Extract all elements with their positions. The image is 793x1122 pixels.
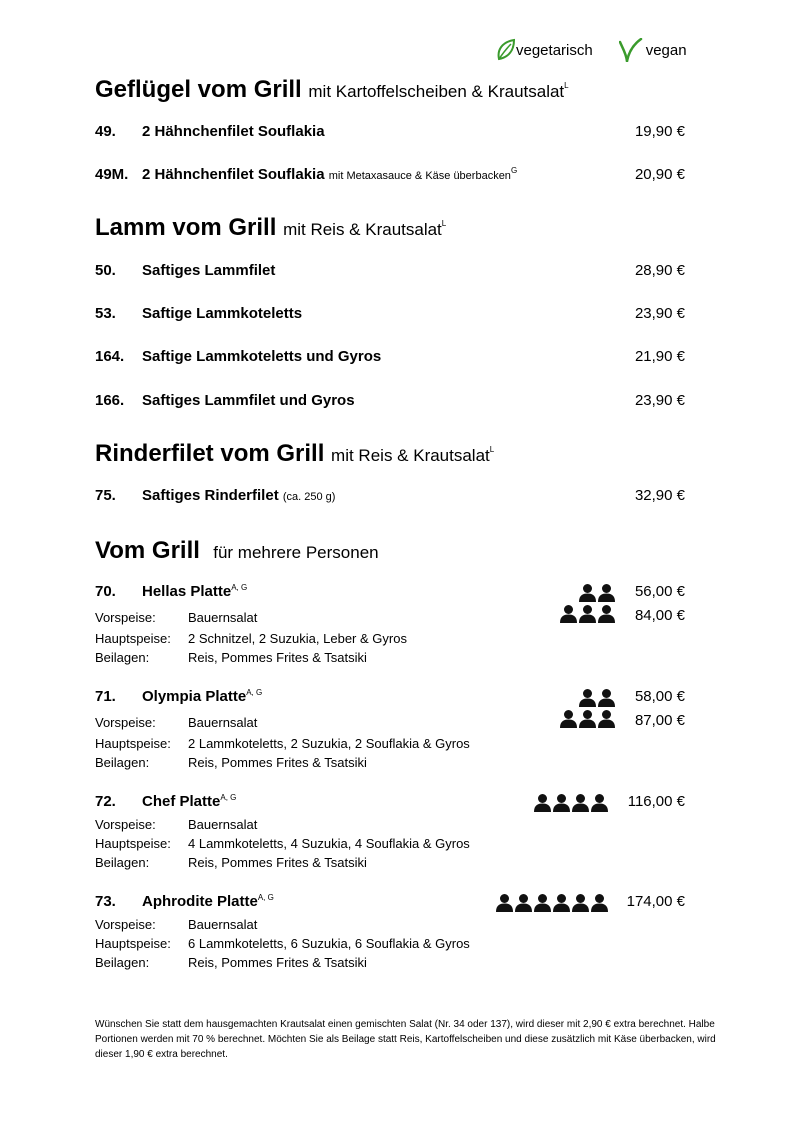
platter-72: 72. Chef Platte$^{A, G}$ 116,00 € <box>95 793 690 815</box>
person-icon <box>572 893 589 917</box>
person-icon <box>598 604 615 627</box>
person-icon <box>553 793 570 817</box>
menu-item-75: 75. Saftiges Rinderfilet (ca. 250 g) 32,90 € <box>95 487 685 504</box>
menu-item-49m: 49M. 2 Hähnchenfilet Souflakia mit Metaxasauce & Käse überbacken$^G$ 20,90 € <box>95 166 685 183</box>
person-icon <box>591 793 608 817</box>
menu-item-49: 49. 2 Hähnchenfilet Souflakia 19,90 € <box>95 123 685 140</box>
vegan-label: vegan <box>645 41 687 59</box>
person-icon <box>496 893 513 917</box>
person-icon <box>560 604 577 627</box>
person-icon <box>572 793 589 817</box>
platter-72-starter: Vorspeise: Bauernsalat <box>95 817 258 832</box>
platter-70-sides: Beilagen: Reis, Pommes Frites & Tsatsiki <box>95 650 367 665</box>
platter-72-sides: Beilagen: Reis, Pommes Frites & Tsatsiki <box>95 855 367 870</box>
section-title-lamb: Lamm vom Grill mit Reis & Krautsalat$^L$ <box>95 214 447 241</box>
menu-item-53: 53. Saftige Lammkoteletts 23,90 € <box>95 305 685 322</box>
persons-icon-group <box>560 709 615 732</box>
vegetarian-label: vegetarisch <box>516 41 593 59</box>
platter-73-sides: Beilagen: Reis, Pommes Frites & Tsatsiki <box>95 955 367 970</box>
person-icon <box>534 793 551 817</box>
person-icon <box>553 893 570 917</box>
person-icon <box>515 893 532 917</box>
person-icon <box>534 893 551 917</box>
platter-71: 71. Olympia Platte$^{A, G}$ 58,00 € <box>95 688 690 710</box>
platter-70-starter: Vorspeise: Bauernsalat 84,00 € <box>95 607 690 629</box>
person-icon <box>598 709 615 732</box>
persons-icon-group <box>496 893 608 917</box>
person-icon <box>579 709 596 732</box>
persons-icon-group <box>560 604 615 627</box>
platter-72-main: Hauptspeise: 4 Lammkoteletts, 4 Suzukia, 4 Souflakia & Gyros <box>95 836 470 851</box>
platter-71-main: Hauptspeise: 2 Lammkoteletts, 2 Suzukia, 2 Souflakia & Gyros <box>95 736 470 751</box>
menu-item-166: 166. Saftiges Lammfilet und Gyros 23,90 € <box>95 392 685 409</box>
vegetarian-leaf-icon <box>496 38 516 62</box>
diet-legend <box>496 38 687 62</box>
section-title-platters: Vom Grill für mehrere Personen <box>95 537 379 564</box>
person-icon <box>579 604 596 627</box>
section-title-poultry: Geflügel vom Grill mit Kartoffelscheiben & Krautsalat$^L$ <box>95 76 569 103</box>
platter-73-main: Hauptspeise: 6 Lammkoteletts, 6 Suzukia, 6 Souflakia & Gyros <box>95 936 470 951</box>
platter-73: 73. Aphrodite Platte$^{A, G}$ 174,00 € <box>95 893 690 915</box>
platter-70-main: Hauptspeise: 2 Schnitzel, 2 Suzukia, Leber & Gyros <box>95 631 407 646</box>
footnote: Wünschen Sie statt dem hausgemachten Krautsalat einen gemischten Salat (Nr. 34 oder 137), wird dieser mit 2,90 € extra berechnet. Halbe Portionen werden mit 70 % berechnet. Möchten Sie als Beilage statt Reis, Kartoffelscheiben und diese zusätzlich mit Käse überbacken, wird dieser 1,90 € extra berechnet. <box>95 1019 716 1060</box>
platter-71-starter: Vorspeise: Bauernsalat 87,00 € <box>95 712 690 734</box>
menu-item-164: 164. Saftige Lammkoteletts und Gyros 21,90 € <box>95 348 685 365</box>
person-icon <box>591 893 608 917</box>
platter-73-starter: Vorspeise: Bauernsalat <box>95 917 258 932</box>
menu-item-50: 50. Saftiges Lammfilet 28,90 € <box>95 262 685 279</box>
person-icon <box>560 709 577 732</box>
platter-71-sides: Beilagen: Reis, Pommes Frites & Tsatsiki <box>95 755 367 770</box>
vegan-sprout-icon <box>619 38 643 62</box>
platter-70: 70. Hellas Platte$^{A, G}$ 56,00 € <box>95 583 690 605</box>
persons-icon-group <box>534 793 608 817</box>
section-title-beef: Rinderfilet vom Grill mit Reis & Krautsalat$^L$ <box>95 440 495 467</box>
